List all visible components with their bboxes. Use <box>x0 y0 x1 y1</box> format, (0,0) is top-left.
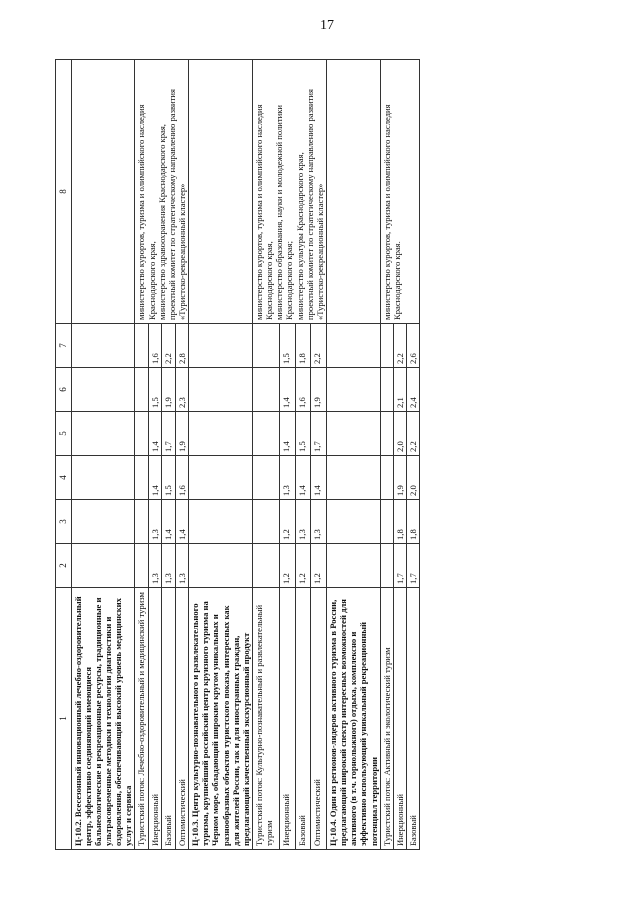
header-row <box>56 60 72 850</box>
value-cell: 1,5 <box>162 456 175 500</box>
value-cell: 1,6 <box>295 368 311 412</box>
scenario-label: Оптимистический <box>311 588 327 850</box>
value-cell: 1,7 <box>162 412 175 456</box>
value-cell: 1,4 <box>295 456 311 500</box>
value-cell: 1,3 <box>280 456 296 500</box>
value-cell: 1,4 <box>148 412 161 456</box>
flow-row <box>135 60 148 850</box>
scenario-label: Инерционный <box>393 588 406 850</box>
section-title: Ц-10.3. Центр культурно-познавательного и развлекательного туризма, крупнейший российский центр круизного туризма на Черном море, обладающий широким кругом уникальных и разнообразных объектов туристского показа, интересных как для жителей России, так и для иностранных граждан, предлагающий качественный экскурсионный продукт <box>189 588 253 850</box>
value-cell: 1,5 <box>148 368 161 412</box>
value-cell: 2,2 <box>162 324 175 368</box>
value-cell: 1,2 <box>311 544 327 588</box>
responsible-cell: министерство курортов, туризма и олимпийского наследия Краснодарского края. <box>380 60 419 324</box>
value-cell: 1,4 <box>175 500 188 544</box>
value-cell: 1,3 <box>148 500 161 544</box>
value-cell: 2,3 <box>175 368 188 412</box>
value-cell: 2,6 <box>406 324 419 368</box>
flow-label: Туристский поток: Лечебно-оздоровительный и медицинский туризм <box>135 588 148 850</box>
header-col-7: 7 <box>56 324 72 368</box>
value-cell: 2,0 <box>393 412 406 456</box>
value-cell: 2,0 <box>406 456 419 500</box>
value-cell: 2,2 <box>406 412 419 456</box>
scenario-label: Базовый <box>406 588 419 850</box>
value-cell: 1,8 <box>406 500 419 544</box>
value-cell: 1,2 <box>295 544 311 588</box>
value-cell: 1,7 <box>393 544 406 588</box>
value-cell: 2,1 <box>393 368 406 412</box>
value-cell: 1,4 <box>280 368 296 412</box>
value-cell: 1,4 <box>148 456 161 500</box>
value-cell: 2,4 <box>406 368 419 412</box>
value-cell: 1,8 <box>393 500 406 544</box>
value-cell: 1,9 <box>175 412 188 456</box>
value-cell: 1,6 <box>148 324 161 368</box>
header-col-8: 8 <box>56 60 72 324</box>
scenario-label: Базовый <box>162 588 175 850</box>
value-cell: 1,4 <box>162 500 175 544</box>
value-cell: 1,3 <box>162 544 175 588</box>
indicators-table <box>55 59 420 850</box>
value-cell: 1,3 <box>175 544 188 588</box>
value-cell: 1,4 <box>280 412 296 456</box>
header-col-2: 2 <box>56 544 72 588</box>
section-title-row <box>326 60 380 850</box>
value-cell: 1,3 <box>311 500 327 544</box>
value-cell: 1,9 <box>311 368 327 412</box>
value-cell: 2,2 <box>393 324 406 368</box>
value-cell: 1,3 <box>148 544 161 588</box>
flow-row <box>380 60 393 850</box>
responsible-cell: министерство курортов, туризма и олимпийского наследия Краснодарского края, министерство образования, науки и молодежной политики Краснодарского края; министерство культуры Краснодарского края, проектный комитет по стратегическому направлению развития «Туристско-рекреационный кластер» <box>253 60 327 324</box>
value-cell: 1,2 <box>280 500 296 544</box>
value-cell: 1,7 <box>311 412 327 456</box>
scenario-label: Базовый <box>295 588 311 850</box>
value-cell: 1,3 <box>295 500 311 544</box>
value-cell: 1,5 <box>295 412 311 456</box>
scenario-label: Оптимистический <box>175 588 188 850</box>
section-title-row <box>71 60 135 850</box>
flow-label: Туристский поток: Культурно-познавательный и развлекательный туризм <box>253 588 280 850</box>
header-col-4: 4 <box>56 456 72 500</box>
header-col-3: 3 <box>56 500 72 544</box>
value-cell: 2,8 <box>175 324 188 368</box>
value-cell: 1,5 <box>280 324 296 368</box>
value-cell: 1,2 <box>280 544 296 588</box>
value-cell: 1,9 <box>162 368 175 412</box>
value-cell: 1,6 <box>175 456 188 500</box>
rotated-table-area <box>55 60 600 850</box>
value-cell: 1,7 <box>406 544 419 588</box>
section-title-row <box>189 60 253 850</box>
header-col-1: 1 <box>56 588 72 850</box>
header-col-5: 5 <box>56 412 72 456</box>
value-cell: 1,4 <box>311 456 327 500</box>
scenario-label: Инерционный <box>280 588 296 850</box>
responsible-cell: министерство курортов, туризма и олимпийского наследия Краснодарского края, министерство здравоохранения Краснодарского края, проектный комитет по стратегическому направлению развития «Туристско-рекреационный кластер» <box>135 60 189 324</box>
scenario-label: Инерционный <box>148 588 161 850</box>
flow-row <box>253 60 280 850</box>
page-number: 17 <box>320 18 334 33</box>
value-cell: 1,9 <box>393 456 406 500</box>
flow-label: Туристский поток: Активный и экологический туризм <box>380 588 393 850</box>
section-title: Ц-10.2. Всесезонный инновационный лечебно-оздоровительный центр, эффективно соединяющий имеющиеся бальнеологические и рекреационные ресурсы, традиционные и ультрасовременные методики и технологии диагностики и оздоровления, обеспечивающий высокий уровень медицинских услуг и сервиса <box>71 588 135 850</box>
section-title: Ц-10.4. Один из регионов-лидеров активного туризма в России, предлагающий широкий спектр интересных возможностей для активного (в т.ч. горнолыжного) отдыха, комплексно и эффективно использующий уникальный рекреационный потенциал территории <box>326 588 380 850</box>
value-cell: 2,2 <box>311 324 327 368</box>
header-col-6: 6 <box>56 368 72 412</box>
value-cell: 1,8 <box>295 324 311 368</box>
